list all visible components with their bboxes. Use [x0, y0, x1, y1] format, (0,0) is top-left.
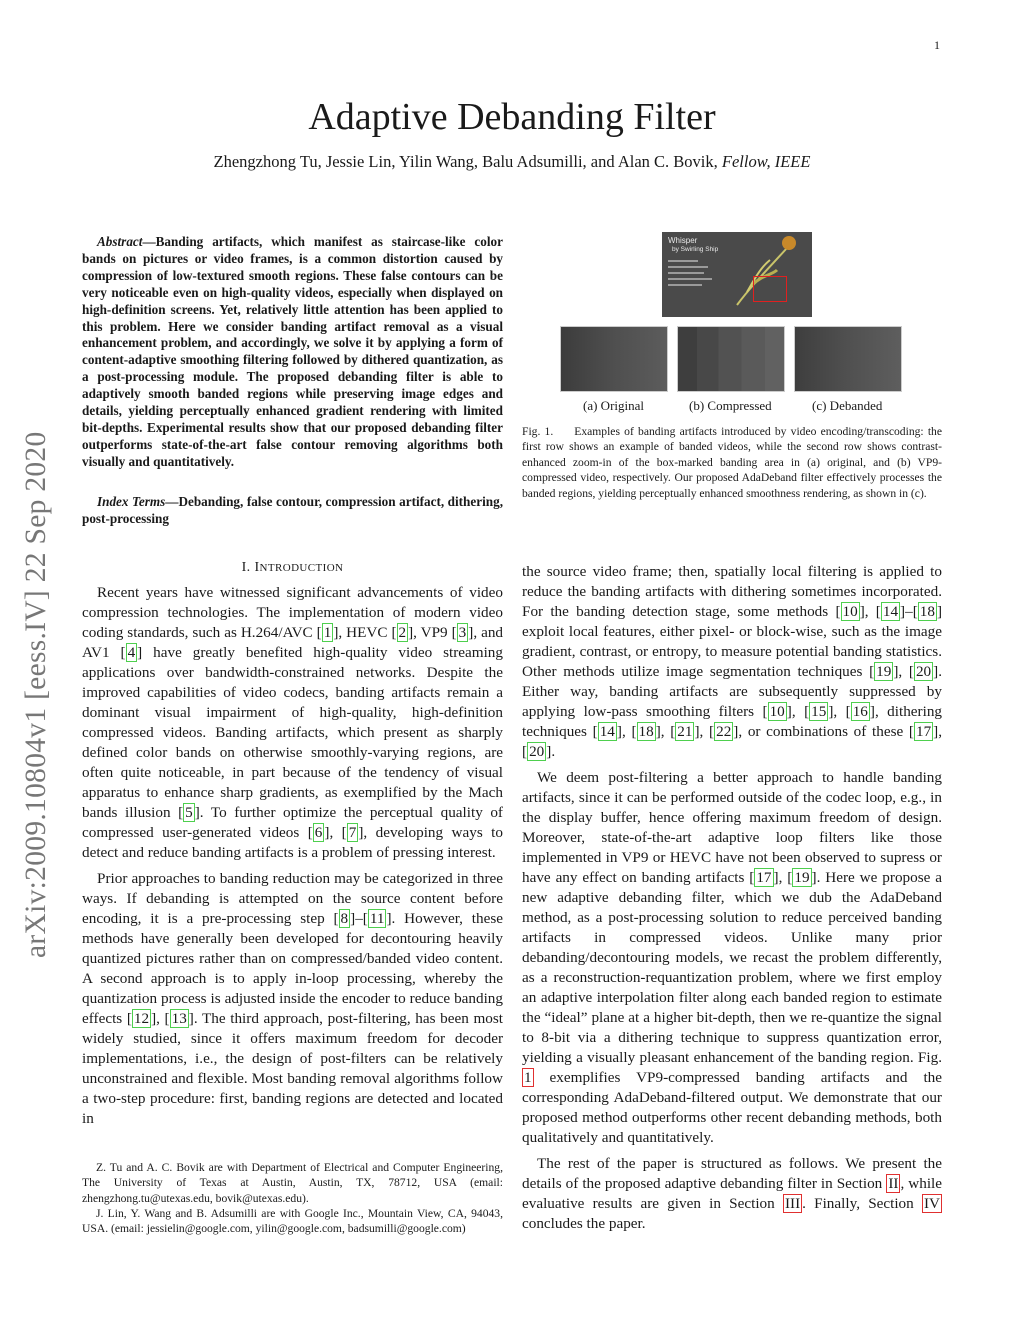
figure-thumbnail	[662, 232, 812, 317]
citation-link[interactable]: 16	[852, 703, 868, 720]
citation-link[interactable]: 3	[458, 624, 467, 641]
citation-link[interactable]: 21	[677, 723, 693, 740]
crop-debanded	[794, 326, 902, 392]
citation-link[interactable]: 10	[842, 603, 858, 620]
citation-link[interactable]: 19	[876, 663, 892, 680]
arxiv-stamp: arXiv:2009.10804v1 [eess.IV] 22 Sep 2020	[20, 431, 52, 958]
citation-link[interactable]: 6	[314, 824, 323, 841]
citation-link[interactable]: 12	[133, 1010, 150, 1027]
author-names: Zhengzhong Tu, Jessie Lin, Yilin Wang, Balu Adsumilli, and Alan C. Bovik,	[213, 152, 718, 171]
index-terms-label: Index Terms	[97, 494, 166, 509]
paragraph: We deem post-filtering a better approach to handle banding artifacts, since it can be performed outside of the codec loop, e.g., in the display buffer, hence offering maximum freedom of design. Moreover, state-of-the-art adaptive loop filters like those implemented in VP9 or HEVC have not been observed to supress or have any effect on banding artifacts [ 17 ], [ 19 ]. Here we propose a new adaptive debanding filter, which we dub the AdaDeband method, as a post-processing solution to reduce perceived banding artifacts in compressed videos. Unlike many prior debanding/decontouring models, we recast the problem differently, as a reconstruction-requantization problem, where we first employ an adaptive interpolation filter along each banded region to estimate the “ideal” plane at a higher bit-depth, then we re-quantize the signal to 8-bit via a dithering technique to suppress quantization error, yielding a visually pleasant enhancement of the banding region. Fig. 1 exemplifies VP9-compressed banding artifacts and the corresponding AdaDeband-filtered output. We demonstrate that our proposed method outperforms other recent debanding methods, both qualitatively and quantitatively.	[522, 769, 943, 1146]
section-number: I.	[241, 560, 251, 575]
footnote-affiliation-ut: Z. Tu and A. C. Bovik are with Department of Electrical and Computer Engineering, The University of Texas at Austin, Austin, TX, 78712, USA (email: zhengzhong.tu@utexas.edu, bovik@utexas.edu).	[82, 1161, 503, 1205]
citation-link[interactable]: 5	[185, 804, 193, 821]
emblem-icon	[782, 236, 796, 250]
section-ref-link[interactable]: II	[888, 1175, 899, 1192]
section-title-initial: I	[254, 560, 260, 575]
citation-link[interactable]: 10	[769, 703, 785, 720]
right-column-body	[522, 562, 942, 1234]
citation-link[interactable]: 20	[915, 663, 932, 680]
citation-link[interactable]: 17	[915, 723, 932, 740]
author-list	[0, 152, 1024, 172]
footnote-affiliation-google: J. Lin, Y. Wang and B. Adsumilli are with Google Inc., Mountain View, CA, 94043, USA. (email: jessielin@google.com, yilin@google.com, badsumilli@google.com)	[82, 1206, 503, 1236]
abstract-label: Abstract	[97, 234, 143, 249]
paragraph: Prior approaches to banding reduction may be categorized in three ways. If debanding is attempted on the source content before encoding, it is a pre-processing step [ 8 ]–[ 11 ]. However, these methods have generally been developed for decontouring heavily quantized pictures rather than on compressed/banded video content. A second approach is to apply in-loop processing, whereby the quantization process is adjusted inside the encoder to reduce banding effects [ 12 ], [ 13 ]. The third approach, post-filtering, has been most widely studied, since it offers maximum freedom for decoder implementations, i.e., the design of post-filters can be relatively unconstrained and flexible. Most banding removal algorithms follow a two-step procedure: first, banding regions are detected and located in	[82, 870, 503, 1127]
citation-link[interactable]: 8	[340, 910, 349, 927]
citation-link[interactable]: 15	[811, 703, 827, 720]
section-title-rest: NTRODUCTION	[259, 562, 344, 574]
footnotes	[82, 1160, 503, 1236]
paragraph: The rest of the paper is structured as follows. We present the details of the proposed adaptive debanding filter in Section II , while evaluative results are given in Section III . Finally, Section IV concludes the paper.	[522, 1155, 942, 1232]
abstract-text: —Banding artifacts, which manifest as staircase-like color bands on pictures or video frames, is a common distortion caused by compression of low-textured smooth regions. These false contours can be very noticeable even on high-quality videos, especially when displayed on high-definition screens. Yet, relatively little attention has been applied to this problem. Here we consider banding artifact removal as a visual enhancement problem, and accordingly, we solve it by applying a form of content-adaptive smoothing filtering followed by dithered quantization, as a post-processing module. The proposed debanding filter is able to adaptively smooth banded regions while preserving image edges and details, yielding perceptually enhanced gradient rendering with limited bit-depths. Experimental results show that our proposed debanding filter outperforms state-of-the-art false contour removing algorithms both visually and quantitatively.	[82, 234, 503, 469]
citation-link[interactable]: 14	[882, 603, 899, 620]
citation-link[interactable]: 13	[171, 1010, 187, 1027]
citation-link[interactable]: 11	[369, 910, 385, 927]
index-terms	[82, 494, 503, 528]
subcaption-compressed: (b) Compressed	[689, 398, 772, 413]
crop-original	[560, 326, 668, 392]
author-affiliation: Fellow, IEEE	[721, 152, 811, 171]
citation-link[interactable]: 4	[127, 644, 136, 661]
citation-link[interactable]: 17	[756, 869, 772, 886]
page-number: 1	[934, 38, 940, 52]
citation-link[interactable]: 7	[348, 824, 357, 841]
left-column-body	[82, 583, 503, 1129]
thumbnail-title-1: Whisper	[668, 236, 698, 245]
citation-link[interactable]: 1	[323, 624, 332, 641]
section-heading	[82, 560, 503, 576]
citation-link[interactable]: 20	[529, 743, 545, 760]
paragraph: the source video frame; then, spatially local filtering is applied to reduce the banding artifacts with dithering sometimes incorporated. For the banding detection stage, some methods [ 10 ], [ 14 ]–[ 18 ] exploit local features, either pixel- or block-wise, such as the image gradient, contrast, or entropy, to measure potential banding statistics. Other methods utilize image segmentation techniques [ 19 ], [ 20 ]. Either way, banding artifacts are subsequently suppressed by applying low-pass smoothing filters [ 10 ], [ 15 ], [ 16 ], dithering techniques [ 14 ], [ 18 ], [ 21 ], [ 22 ], or combinations of these [ 17 ], [ 20 ].	[522, 563, 943, 760]
citation-link[interactable]: 18	[919, 603, 935, 620]
citation-link[interactable]: 18	[638, 723, 654, 740]
figure-ref-link[interactable]: 1	[524, 1069, 532, 1086]
figure-caption-label: Fig. 1.	[522, 425, 554, 438]
section-ref-link[interactable]: IV	[923, 1195, 940, 1212]
banding-region-box	[753, 276, 787, 302]
citation-link[interactable]: 19	[794, 869, 810, 886]
crop-compressed	[677, 326, 785, 392]
paper-title: Adaptive Debanding Filter	[308, 96, 716, 138]
figure-caption	[522, 424, 942, 501]
figure-caption-text: Examples of banding artifacts introduced by video encoding/transcoding: the first row shows an example of banded videos, while the second row shows contrast-enhanced zoom-in of the box-marked banding area in (a) original, and (b) VP9-compressed video, respectively. Our proposed AdaDeband filter effectively processes the banded regions, yielding perceptually enhanced smoothness rendering, as shown in (c).	[522, 425, 942, 500]
abstract	[82, 234, 503, 471]
subcaption-original: (a) Original	[583, 398, 645, 413]
citation-link[interactable]: 22	[716, 723, 732, 740]
subcaption-debanded: (c) Debanded	[812, 398, 883, 413]
paragraph: Recent years have witnessed significant advancements of video compression technologies. The implementation of modern video coding standards, such as H.264/AVC [ 1 ], HEVC [ 2 ], VP9 [ 3 ], and AV1 [ 4 ] have greatly benefited high-quality video streaming applications over bandwidth-constrained networks. Despite the improved capabilities of video codecs, banding artifacts remain a dominant visual impairment of high-quality, high-definition compressed videos. Banding artifacts, which present as sharply defined color bands on otherwise smoothly-varying regions, are often quite noticeable, in part because of the tendency of visual apparatus to enhance sharp gradients, as exemplified by the Mach bands illusion [ 5 ]. To further optimize the perceptual quality of compressed user-generated videos [ 6 ], [ 7 ], developing ways to detect and reduce banding artifacts is a problem of pressing interest.	[82, 584, 504, 861]
citation-link[interactable]: 2	[398, 624, 407, 641]
thumbnail-title-2: by Swirling Ship	[672, 246, 719, 253]
index-terms-text: —Debanding, false contour, compression artifact, dithering, post-processing	[82, 494, 503, 526]
section-ref-link[interactable]: III	[784, 1195, 801, 1212]
citation-link[interactable]: 14	[599, 723, 615, 740]
